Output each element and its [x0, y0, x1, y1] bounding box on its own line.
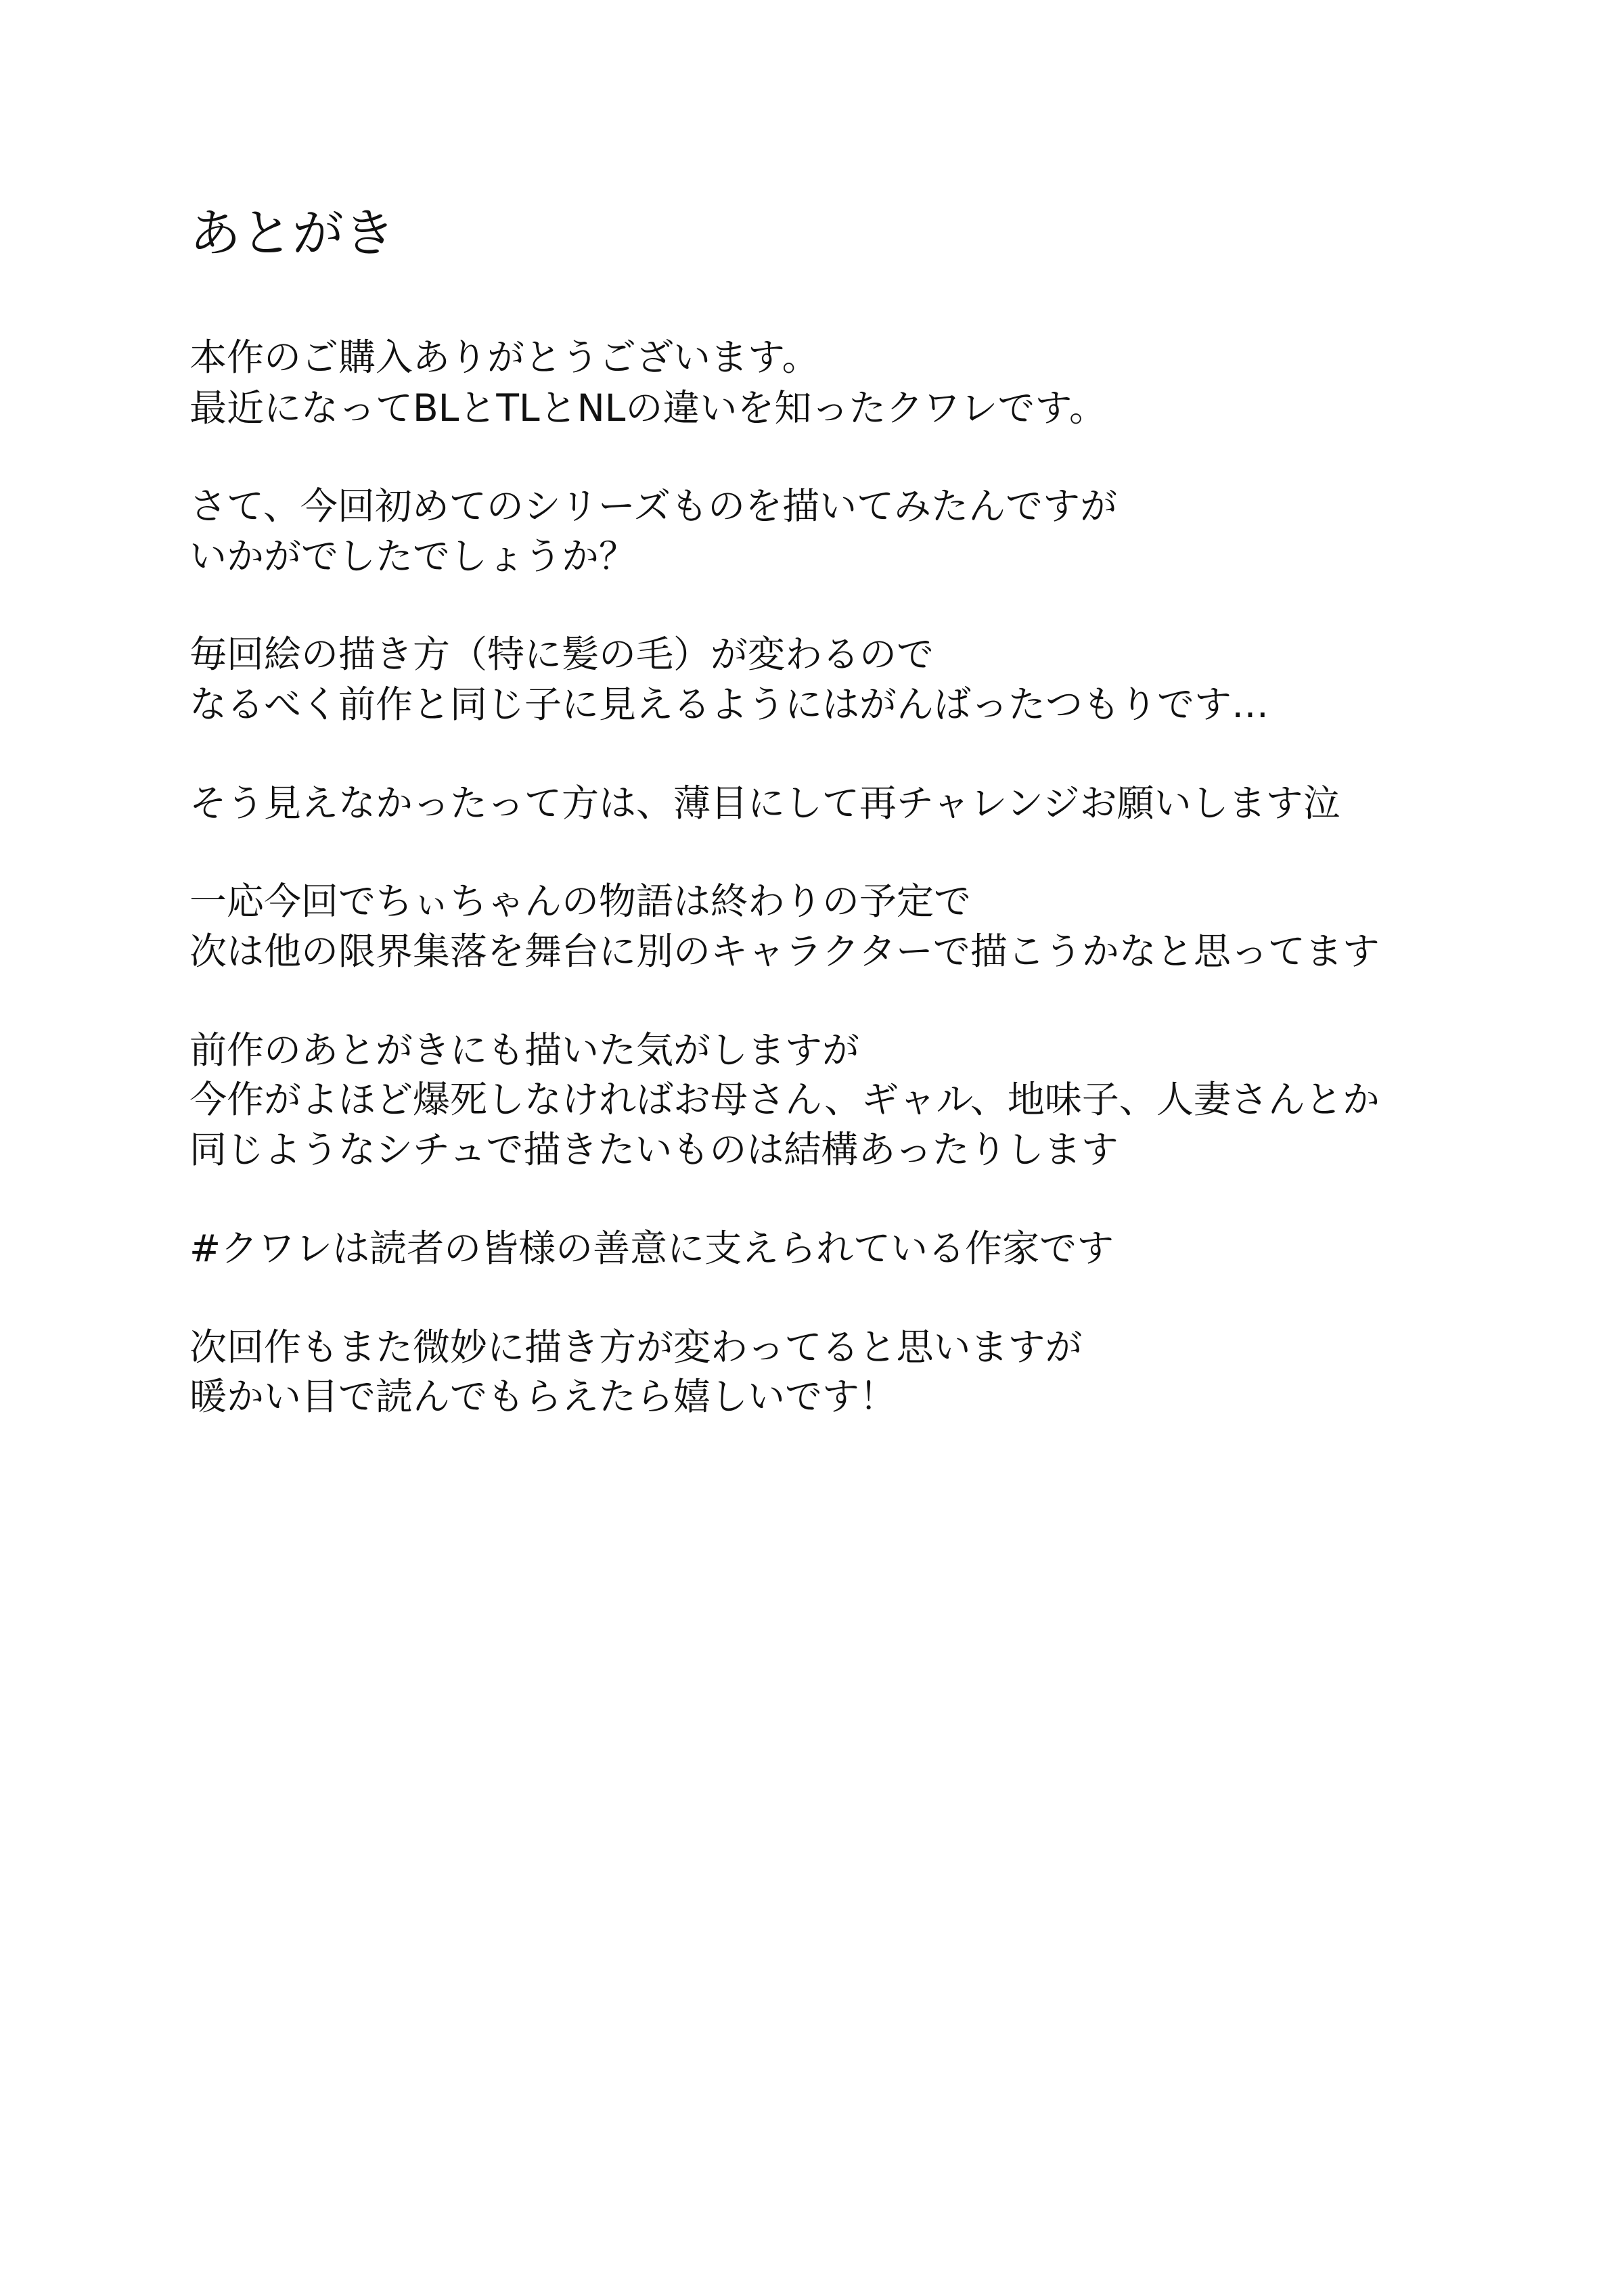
text-line-11: 今作がよほど爆死しなければお母さん、ギャル、地味子、人妻さんとか: [189, 1078, 1380, 1121]
text-line-8: 一応今回でちぃちゃんの物語は終わりの予定で: [189, 880, 972, 923]
text-line-13: #クワレは読者の皆様の善意に支えられている作家です: [189, 1227, 1114, 1270]
text-line-7: そう見えなかったって方は、薄目にして再チャレンジお願いします泣: [189, 781, 1340, 825]
text-line-14: 次回作もまた微妙に描き方が変わってると思いますが: [189, 1325, 1083, 1369]
text-line-9: 次は他の限界集落を舞台に別のキャラクターで描こうかなと思ってます: [189, 930, 1380, 973]
text-line-2: 最近になってBLとTLとNLの違いを知ったクワレです。: [189, 386, 1106, 430]
text-line-4: いかがでしたでしょうか？: [189, 535, 637, 578]
text-line-6: なるべく前作と同じ子に見えるようにはがんばったつもりです…: [189, 683, 1269, 726]
text-line-5: 毎回絵の描き方（特に髪の毛）が変わるので: [189, 633, 934, 676]
text-line-15: 暖かい目で読んでもらえたら嬉しいです！: [189, 1375, 897, 1418]
text-line-1: 本作のご購入ありがとうございます。: [189, 336, 819, 379]
page-title: あとがき: [189, 203, 395, 263]
text-line-3: さて、今回初めてのシリーズものを描いてみたんですが: [189, 484, 1118, 528]
text-line-12: 同じようなシチュで描きたいものは結構あったりします: [189, 1128, 1119, 1171]
text-line-10: 前作のあとがきにも描いた気がしますが: [189, 1028, 860, 1072]
